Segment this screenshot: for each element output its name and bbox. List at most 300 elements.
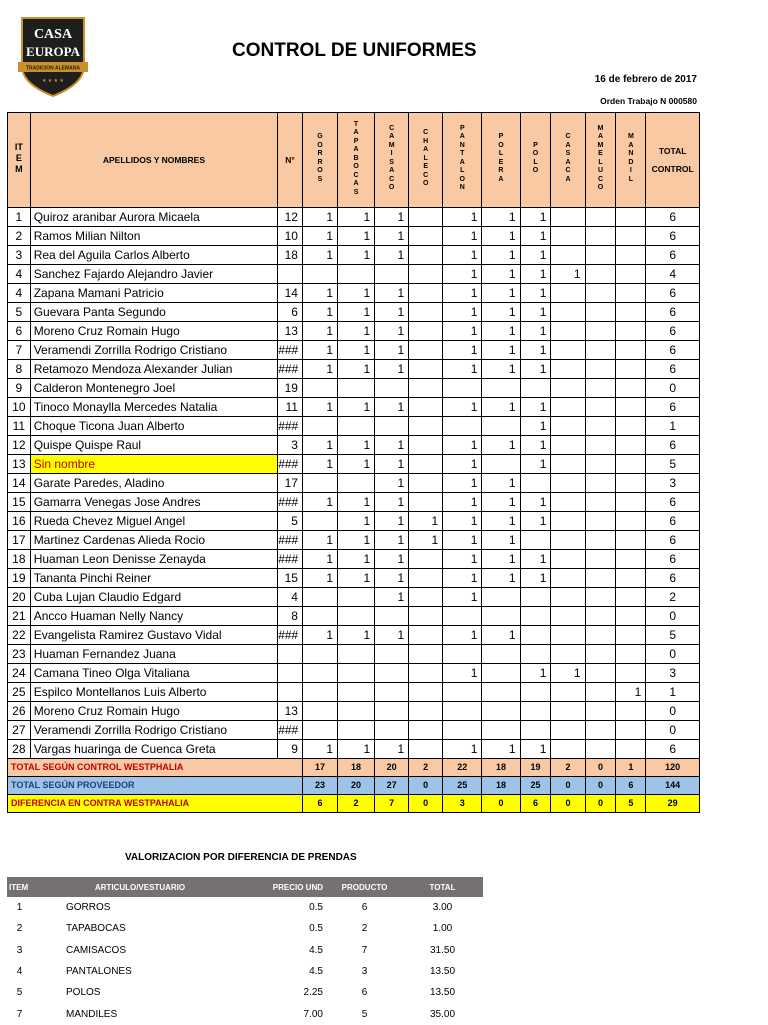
totals-value: 18 bbox=[482, 777, 520, 795]
item-cell: 15 bbox=[8, 493, 31, 512]
polera-cell: 1 bbox=[482, 512, 520, 531]
camisaco-cell: 1 bbox=[375, 626, 409, 645]
mameluco-cell bbox=[585, 493, 616, 512]
tapabocas-cell bbox=[338, 683, 375, 702]
mandil-cell bbox=[616, 322, 646, 341]
col-gorros: GORROS bbox=[302, 113, 337, 208]
total-cell: 6 bbox=[646, 531, 700, 550]
item-cell: 4 bbox=[8, 284, 31, 303]
total-cell: 2 bbox=[646, 588, 700, 607]
polo-cell: 1 bbox=[520, 550, 551, 569]
mandil-cell bbox=[616, 379, 646, 398]
valorizacion-row bbox=[7, 982, 483, 1003]
val-articulo-cell: POLOS bbox=[66, 987, 101, 999]
mameluco-cell bbox=[585, 740, 616, 759]
polo-cell: 1 bbox=[520, 246, 551, 265]
name-cell: Vargas huaringa de Cuenca Greta bbox=[30, 740, 278, 759]
val-col-total: TOTAL bbox=[402, 877, 483, 897]
val-producto-cell: 2 bbox=[361, 923, 368, 935]
number-cell: 14 bbox=[278, 284, 303, 303]
polera-cell bbox=[482, 455, 520, 474]
tapabocas-cell: 1 bbox=[338, 550, 375, 569]
val-total-cell: 1.00 bbox=[432, 923, 453, 935]
chaleco-cell bbox=[409, 702, 443, 721]
table-row bbox=[8, 379, 700, 398]
val-col-articulo: ARTICULO/VESTUARIO bbox=[65, 877, 215, 897]
val-articulo-cell: CAMISACOS bbox=[66, 944, 127, 956]
item-cell: 25 bbox=[8, 683, 31, 702]
camisaco-cell: 1 bbox=[375, 436, 409, 455]
number-cell: 3 bbox=[278, 436, 303, 455]
polo-cell bbox=[520, 607, 551, 626]
item-cell: 6 bbox=[8, 322, 31, 341]
tapabocas-cell: 1 bbox=[338, 341, 375, 360]
val-articulo-cell: PANTALONES bbox=[66, 966, 132, 978]
item-cell: 14 bbox=[8, 474, 31, 493]
item-cell: 7 bbox=[8, 341, 31, 360]
polo-cell bbox=[520, 379, 551, 398]
tapabocas-cell: 1 bbox=[338, 398, 375, 417]
table-row bbox=[8, 360, 700, 379]
name-cell: Sanchez Fajardo Alejandro Javier bbox=[30, 265, 278, 284]
logo-text-2: EUROPA bbox=[26, 44, 80, 59]
pantalon-cell: 1 bbox=[443, 740, 482, 759]
gorros-cell: 1 bbox=[302, 246, 337, 265]
col-camisaco: CAMISACO bbox=[375, 113, 409, 208]
mandil-cell bbox=[616, 265, 646, 284]
totals-value: 0 bbox=[551, 777, 585, 795]
gorros-cell bbox=[302, 588, 337, 607]
pantalon-cell bbox=[443, 645, 482, 664]
gorros-cell: 1 bbox=[302, 455, 337, 474]
name-cell: Veramendi Zorrilla Rodrigo Cristiano bbox=[30, 721, 278, 740]
polera-cell bbox=[482, 607, 520, 626]
number-cell bbox=[278, 683, 303, 702]
chaleco-cell bbox=[409, 626, 443, 645]
mameluco-cell bbox=[585, 645, 616, 664]
item-cell: 8 bbox=[8, 360, 31, 379]
table-row bbox=[8, 550, 700, 569]
gorros-cell bbox=[302, 645, 337, 664]
name-cell: Huaman Leon Denisse Zenayda bbox=[30, 550, 278, 569]
polo-cell: 1 bbox=[520, 398, 551, 417]
total-cell: 3 bbox=[646, 474, 700, 493]
val-precio-cell: 7.00 bbox=[303, 1008, 323, 1020]
camisaco-cell bbox=[375, 702, 409, 721]
casaca-cell bbox=[551, 607, 585, 626]
polo-cell: 1 bbox=[520, 417, 551, 436]
pantalon-cell: 1 bbox=[443, 360, 482, 379]
table-row bbox=[8, 721, 700, 740]
totals-value: 22 bbox=[443, 759, 482, 777]
val-producto-cell: 6 bbox=[361, 902, 368, 914]
total-cell: 0 bbox=[646, 702, 700, 721]
total-cell: 6 bbox=[646, 436, 700, 455]
val-item-cell: 1 bbox=[16, 902, 23, 914]
chaleco-cell bbox=[409, 360, 443, 379]
casaca-cell bbox=[551, 379, 585, 398]
chaleco-cell bbox=[409, 493, 443, 512]
val-producto-cell: 7 bbox=[361, 944, 368, 956]
table-row bbox=[8, 664, 700, 683]
polera-cell: 1 bbox=[482, 303, 520, 322]
polo-cell bbox=[520, 588, 551, 607]
name-cell: Garate Paredes, Aladino bbox=[30, 474, 278, 493]
total-cell: 5 bbox=[646, 455, 700, 474]
mameluco-cell bbox=[585, 607, 616, 626]
pantalon-cell: 1 bbox=[443, 284, 482, 303]
name-cell: Ancco Huaman Nelly Nancy bbox=[30, 607, 278, 626]
table-row bbox=[8, 474, 700, 493]
number-cell: 11 bbox=[278, 398, 303, 417]
mameluco-cell bbox=[585, 398, 616, 417]
pantalon-cell bbox=[443, 417, 482, 436]
tapabocas-cell bbox=[338, 417, 375, 436]
valorizacion-row bbox=[7, 897, 483, 918]
chaleco-cell bbox=[409, 645, 443, 664]
chaleco-cell bbox=[409, 322, 443, 341]
logo-text-1: CASA bbox=[33, 27, 73, 42]
total-cell: 6 bbox=[646, 512, 700, 531]
table-row bbox=[8, 341, 700, 360]
polo-cell: 1 bbox=[520, 569, 551, 588]
number-cell: ### bbox=[278, 721, 303, 740]
mameluco-cell bbox=[585, 512, 616, 531]
chaleco-cell bbox=[409, 208, 443, 227]
number-cell: 15 bbox=[278, 569, 303, 588]
polera-cell: 1 bbox=[482, 284, 520, 303]
number-cell: 8 bbox=[278, 607, 303, 626]
gorros-cell bbox=[302, 512, 337, 531]
item-cell: 4 bbox=[8, 265, 31, 284]
mameluco-cell bbox=[585, 379, 616, 398]
mandil-cell bbox=[616, 550, 646, 569]
chaleco-cell bbox=[409, 664, 443, 683]
gorros-cell bbox=[302, 664, 337, 683]
tapabocas-cell: 1 bbox=[338, 246, 375, 265]
chaleco-cell bbox=[409, 569, 443, 588]
total-cell: 6 bbox=[646, 246, 700, 265]
polera-cell bbox=[482, 721, 520, 740]
number-cell: 5 bbox=[278, 512, 303, 531]
casaca-cell bbox=[551, 303, 585, 322]
chaleco-cell bbox=[409, 588, 443, 607]
number-cell: 17 bbox=[278, 474, 303, 493]
totals-value: 6 bbox=[520, 795, 551, 813]
totals-value: 120 bbox=[646, 759, 700, 777]
mameluco-cell bbox=[585, 246, 616, 265]
casaca-cell bbox=[551, 246, 585, 265]
total-cell: 6 bbox=[646, 398, 700, 417]
mandil-cell bbox=[616, 626, 646, 645]
chaleco-cell bbox=[409, 303, 443, 322]
polera-cell: 1 bbox=[482, 436, 520, 455]
polo-cell: 1 bbox=[520, 740, 551, 759]
tapabocas-cell bbox=[338, 474, 375, 493]
mandil-cell bbox=[616, 227, 646, 246]
pantalon-cell: 1 bbox=[443, 303, 482, 322]
polera-cell: 1 bbox=[482, 569, 520, 588]
gorros-cell: 1 bbox=[302, 550, 337, 569]
polo-cell bbox=[520, 683, 551, 702]
camisaco-cell bbox=[375, 645, 409, 664]
polo-cell: 1 bbox=[520, 265, 551, 284]
mandil-cell: 1 bbox=[616, 683, 646, 702]
mandil-cell bbox=[616, 208, 646, 227]
name-cell: Moreno Cruz Romain Hugo bbox=[30, 702, 278, 721]
polera-cell: 1 bbox=[482, 493, 520, 512]
casaca-cell bbox=[551, 740, 585, 759]
pantalon-cell: 1 bbox=[443, 588, 482, 607]
name-cell: Choque Ticona Juan Alberto bbox=[30, 417, 278, 436]
pantalon-cell: 1 bbox=[443, 246, 482, 265]
mandil-cell bbox=[616, 493, 646, 512]
valorizacion-header-row bbox=[7, 877, 483, 897]
casaca-cell bbox=[551, 531, 585, 550]
polera-cell bbox=[482, 664, 520, 683]
total-cell: 1 bbox=[646, 683, 700, 702]
number-cell: ### bbox=[278, 550, 303, 569]
val-col-item: ITEM bbox=[7, 877, 65, 897]
gorros-cell: 1 bbox=[302, 531, 337, 550]
camisaco-cell: 1 bbox=[375, 512, 409, 531]
totals-value: 0 bbox=[409, 777, 443, 795]
totals-value: 0 bbox=[551, 795, 585, 813]
item-cell: 27 bbox=[8, 721, 31, 740]
mameluco-cell bbox=[585, 721, 616, 740]
tapabocas-cell bbox=[338, 607, 375, 626]
total-cell: 6 bbox=[646, 284, 700, 303]
gorros-cell bbox=[302, 702, 337, 721]
chaleco-cell bbox=[409, 721, 443, 740]
chaleco-cell bbox=[409, 341, 443, 360]
table-row bbox=[8, 246, 700, 265]
item-cell: 2 bbox=[8, 227, 31, 246]
gorros-cell: 1 bbox=[302, 303, 337, 322]
table-row bbox=[8, 227, 700, 246]
logo-tagline: TRADICION ALEMANA bbox=[26, 65, 80, 72]
polo-cell: 1 bbox=[520, 493, 551, 512]
casaca-cell: 1 bbox=[551, 664, 585, 683]
pantalon-cell: 1 bbox=[443, 664, 482, 683]
item-cell: 10 bbox=[8, 398, 31, 417]
total-cell: 6 bbox=[646, 208, 700, 227]
tapabocas-cell: 1 bbox=[338, 360, 375, 379]
tapabocas-cell: 1 bbox=[338, 493, 375, 512]
casaca-cell bbox=[551, 436, 585, 455]
gorros-cell bbox=[302, 607, 337, 626]
pantalon-cell: 1 bbox=[443, 436, 482, 455]
item-cell: 1 bbox=[8, 208, 31, 227]
chaleco-cell bbox=[409, 417, 443, 436]
gorros-cell: 1 bbox=[302, 322, 337, 341]
number-cell: 13 bbox=[278, 702, 303, 721]
item-cell: 20 bbox=[8, 588, 31, 607]
name-cell: Zapana Mamani Patricio bbox=[30, 284, 278, 303]
polera-cell: 1 bbox=[482, 341, 520, 360]
gorros-cell bbox=[302, 474, 337, 493]
valorizacion-row bbox=[7, 918, 483, 939]
item-cell: 5 bbox=[8, 303, 31, 322]
name-cell: Tinoco Monaylla Mercedes Natalia bbox=[30, 398, 278, 417]
mameluco-cell bbox=[585, 360, 616, 379]
number-cell: 4 bbox=[278, 588, 303, 607]
tapabocas-cell bbox=[338, 588, 375, 607]
val-producto-cell: 3 bbox=[361, 966, 368, 978]
item-cell: 21 bbox=[8, 607, 31, 626]
valorizacion-row bbox=[7, 940, 483, 961]
casaca-cell bbox=[551, 588, 585, 607]
polo-cell: 1 bbox=[520, 455, 551, 474]
pantalon-cell: 1 bbox=[443, 474, 482, 493]
table-row bbox=[8, 265, 700, 284]
tapabocas-cell: 1 bbox=[338, 569, 375, 588]
item-cell: 13 bbox=[8, 455, 31, 474]
chaleco-cell bbox=[409, 284, 443, 303]
val-precio-cell: 4.5 bbox=[309, 944, 323, 956]
table-row bbox=[8, 569, 700, 588]
totals-value: 1 bbox=[616, 759, 646, 777]
polo-cell bbox=[520, 531, 551, 550]
polera-cell bbox=[482, 683, 520, 702]
polo-cell: 1 bbox=[520, 322, 551, 341]
camisaco-cell bbox=[375, 721, 409, 740]
totals-value: 6 bbox=[302, 795, 337, 813]
casaca-cell bbox=[551, 341, 585, 360]
polera-cell: 1 bbox=[482, 208, 520, 227]
totals-row bbox=[8, 759, 700, 777]
polera-cell bbox=[482, 588, 520, 607]
mandil-cell bbox=[616, 474, 646, 493]
chaleco-cell: 1 bbox=[409, 512, 443, 531]
item-cell: 23 bbox=[8, 645, 31, 664]
table-row bbox=[8, 493, 700, 512]
mameluco-cell bbox=[585, 531, 616, 550]
casaca-cell bbox=[551, 360, 585, 379]
pantalon-cell bbox=[443, 379, 482, 398]
table-row bbox=[8, 740, 700, 759]
gorros-cell: 1 bbox=[302, 569, 337, 588]
chaleco-cell: 1 bbox=[409, 531, 443, 550]
totals-label: DIFERENCIA EN CONTRA WESTPAHALIA bbox=[8, 795, 303, 813]
val-total-cell: 35.00 bbox=[429, 1008, 456, 1020]
gorros-cell: 1 bbox=[302, 436, 337, 455]
pantalon-cell: 1 bbox=[443, 569, 482, 588]
totals-value: 6 bbox=[616, 777, 646, 795]
camisaco-cell: 1 bbox=[375, 455, 409, 474]
casaca-cell bbox=[551, 645, 585, 664]
name-cell: Moreno Cruz Romain Hugo bbox=[30, 322, 278, 341]
polo-cell bbox=[520, 702, 551, 721]
polera-cell bbox=[482, 702, 520, 721]
mandil-cell bbox=[616, 455, 646, 474]
gorros-cell bbox=[302, 379, 337, 398]
polo-cell: 1 bbox=[520, 284, 551, 303]
totals-value: 3 bbox=[443, 795, 482, 813]
name-cell: Retamozo Mendoza Alexander Julian bbox=[30, 360, 278, 379]
number-cell: 12 bbox=[278, 208, 303, 227]
camisaco-cell: 1 bbox=[375, 588, 409, 607]
tapabocas-cell bbox=[338, 664, 375, 683]
item-cell: 26 bbox=[8, 702, 31, 721]
name-cell: Camana Tineo Olga Vitaliana bbox=[30, 664, 278, 683]
mandil-cell bbox=[616, 417, 646, 436]
col-pantalon: PANTALON bbox=[443, 113, 482, 208]
table-row bbox=[8, 322, 700, 341]
valorizacion-title: VALORIZACION POR DIFERENCIA DE PRENDAS bbox=[125, 852, 357, 863]
camisaco-cell: 1 bbox=[375, 360, 409, 379]
tapabocas-cell bbox=[338, 265, 375, 284]
val-precio-cell: 0.5 bbox=[309, 902, 323, 914]
camisaco-cell: 1 bbox=[375, 322, 409, 341]
camisaco-cell: 1 bbox=[375, 493, 409, 512]
name-cell: Cuba Lujan Claudio Edgard bbox=[30, 588, 278, 607]
number-cell: ### bbox=[278, 493, 303, 512]
camisaco-cell: 1 bbox=[375, 303, 409, 322]
item-cell: 9 bbox=[8, 379, 31, 398]
item-cell: 22 bbox=[8, 626, 31, 645]
total-cell: 0 bbox=[646, 645, 700, 664]
table-row bbox=[8, 702, 700, 721]
table-row bbox=[8, 284, 700, 303]
pantalon-cell: 1 bbox=[443, 493, 482, 512]
gorros-cell bbox=[302, 721, 337, 740]
total-cell: 6 bbox=[646, 550, 700, 569]
total-cell: 4 bbox=[646, 265, 700, 284]
polera-cell bbox=[482, 645, 520, 664]
total-cell: 0 bbox=[646, 721, 700, 740]
val-articulo-cell: MANDILES bbox=[66, 1008, 118, 1020]
polera-cell: 1 bbox=[482, 474, 520, 493]
mandil-cell bbox=[616, 398, 646, 417]
casaca-cell bbox=[551, 721, 585, 740]
mameluco-cell bbox=[585, 550, 616, 569]
gorros-cell: 1 bbox=[302, 626, 337, 645]
total-cell: 6 bbox=[646, 493, 700, 512]
item-cell: 3 bbox=[8, 246, 31, 265]
mameluco-cell bbox=[585, 303, 616, 322]
mameluco-cell bbox=[585, 265, 616, 284]
tapabocas-cell bbox=[338, 379, 375, 398]
totals-value: 20 bbox=[338, 777, 375, 795]
table-row bbox=[8, 417, 700, 436]
tapabocas-cell: 1 bbox=[338, 512, 375, 531]
total-cell: 6 bbox=[646, 569, 700, 588]
casa-europa-logo bbox=[18, 14, 88, 98]
casaca-cell bbox=[551, 227, 585, 246]
item-cell: 16 bbox=[8, 512, 31, 531]
camisaco-cell bbox=[375, 664, 409, 683]
page-title: CONTROL DE UNIFORMES bbox=[232, 40, 477, 61]
chaleco-cell bbox=[409, 607, 443, 626]
val-item-cell: 3 bbox=[16, 944, 23, 956]
gorros-cell: 1 bbox=[302, 284, 337, 303]
polo-cell bbox=[520, 626, 551, 645]
total-cell: 0 bbox=[646, 607, 700, 626]
mameluco-cell bbox=[585, 455, 616, 474]
polo-cell: 1 bbox=[520, 360, 551, 379]
col-polo: POLO bbox=[520, 113, 551, 208]
mandil-cell bbox=[616, 740, 646, 759]
number-cell: ### bbox=[278, 417, 303, 436]
total-cell: 6 bbox=[646, 341, 700, 360]
totals-value: 2 bbox=[338, 795, 375, 813]
number-cell bbox=[278, 664, 303, 683]
pantalon-cell: 1 bbox=[443, 512, 482, 531]
col-polera: POLERA bbox=[482, 113, 520, 208]
polo-cell bbox=[520, 474, 551, 493]
polera-cell: 1 bbox=[482, 550, 520, 569]
